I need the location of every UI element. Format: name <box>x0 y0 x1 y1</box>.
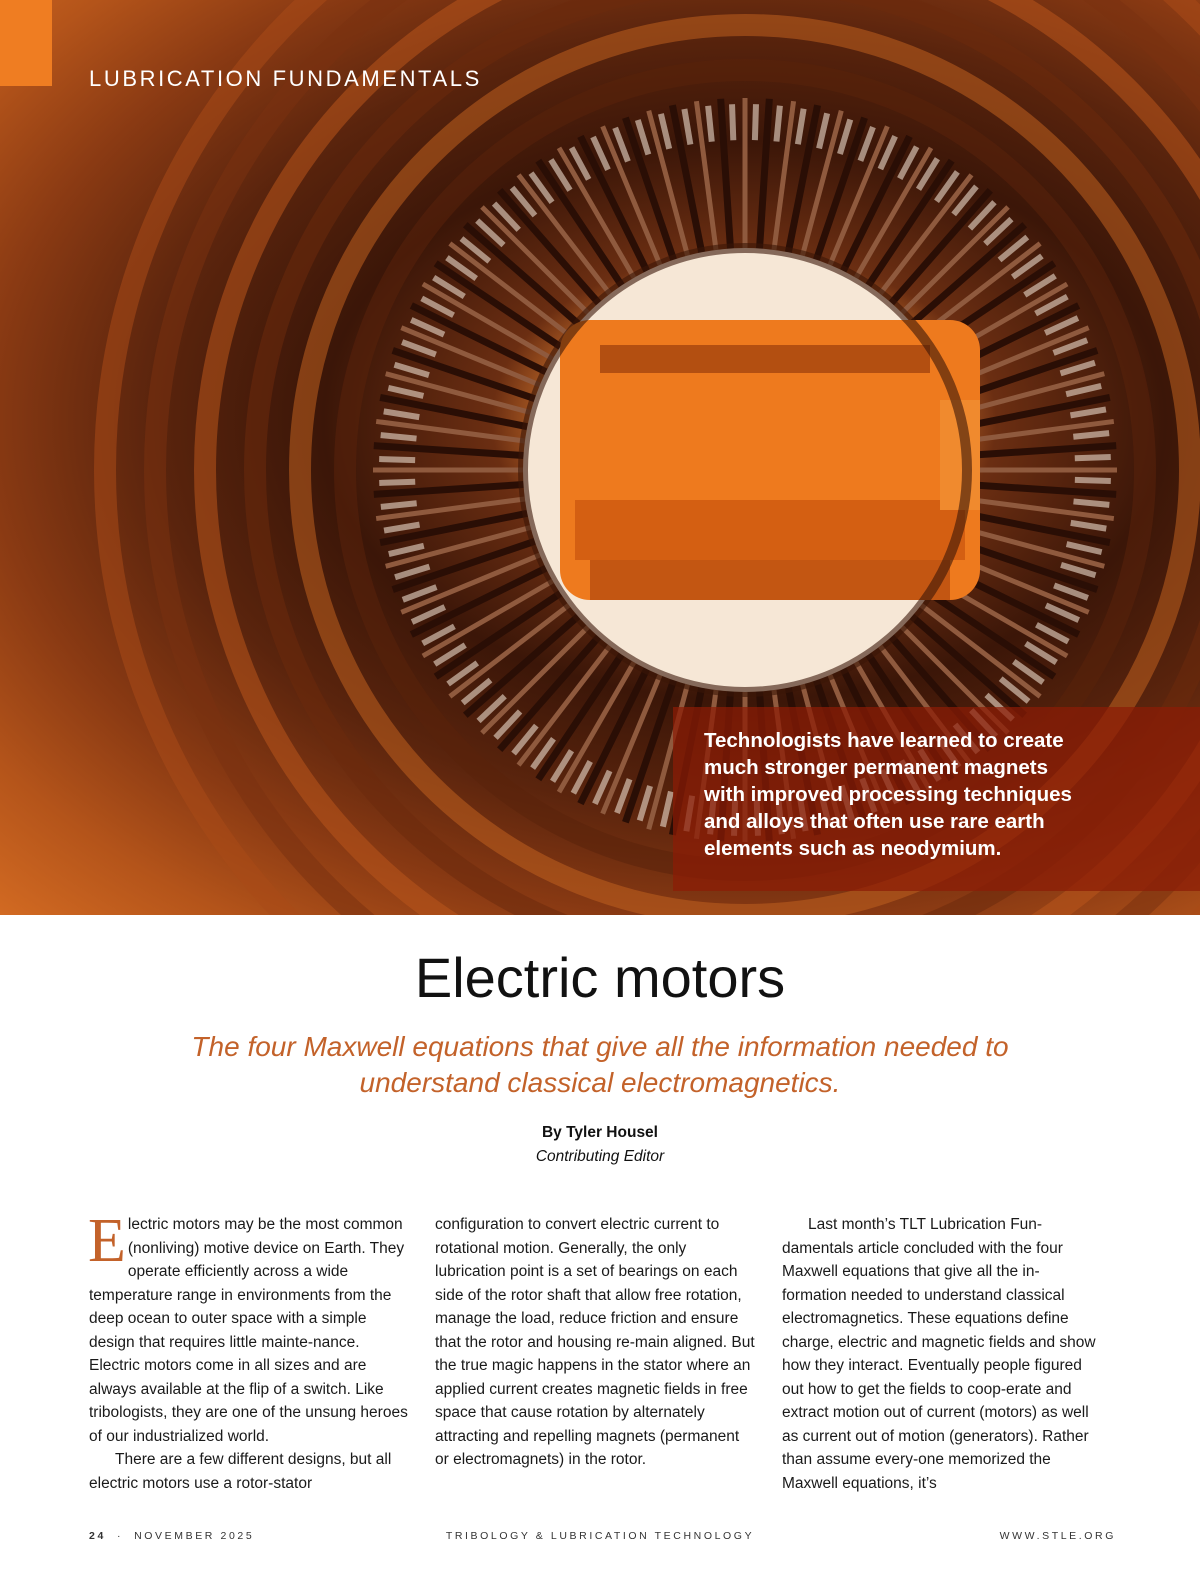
article-subtitle: The four Maxwell equations that give all the information needed to understand classical electromagnetics. <box>191 1031 1009 1098</box>
article-byline: By Tyler Housel <box>541 1124 658 1141</box>
drop-cap: E <box>88 1207 126 1275</box>
website-link[interactable]: WWW.STLE.ORG <box>999 1530 1116 1542</box>
body-column-3 <box>782 1213 1102 1495</box>
paragraph: configuration to convert electric current to rotational motion. Generally, the only lubrication point is a set of bearings on each side of the rotor shaft that allow free rotation, manage the load, reduce friction and ensure that the rotor and housing re-main aligned. But the true magic happens in the stator where an applied current creates magnetic fields in free space that cause rotation by alternately attracting and repelling magnets (permanent or electromagnets) in the rotor. <box>435 1216 755 1468</box>
photo-caption-box <box>673 707 1200 891</box>
paragraph: There are a few different designs, but all electric motors use a rotor-stator <box>89 1451 392 1492</box>
section-color-tab <box>0 0 52 86</box>
body-column-2 <box>435 1213 755 1472</box>
footer-separator: · <box>116 1530 124 1542</box>
page-number: 24 <box>89 1530 106 1542</box>
article-title: Electric motors <box>414 946 786 1009</box>
body-column-1 <box>88 1207 409 1495</box>
paragraph <box>88 1207 409 1448</box>
author-role: Contributing Editor <box>535 1148 665 1165</box>
issue-date: NOVEMBER 2025 <box>134 1530 255 1542</box>
paragraph: Last month’s TLT Lubrication Fun-damentals article concluded with the four Maxwell equations that give all the in-formation needed to understand classical electromagnetics. These equations define charge, electric and magnetic fields and show how they interact. Eventually people figured out how to get the fields to coop-erate and extract motion out of current (motors) as well as current out of motion (generators). Rather than assume every-one memorized the Maxwell equations, it’s <box>782 1216 1096 1492</box>
paragraph-text: lectric motors may be the most common (nonliving) motive device on Earth. They operate efficiently across a wide temperature range in environments from the deep ocean to outer space with a simple design that requires little mainte-nance. Electric motors come in all sizes and are always available at the flip of a switch. Like tribologists, they are one of the unsung heroes of our industrialized world. <box>89 1216 408 1445</box>
publication-name: TRIBOLOGY & LUBRICATION TECHNOLOGY <box>445 1530 755 1542</box>
section-label: LUBRICATION FUNDAMENTALS <box>89 66 482 91</box>
photo-caption: Technologists have learned to create much stronger permanent magnets with improved processing techniques and alloys that often use rare earth elements such as neodymium. <box>704 729 1072 860</box>
